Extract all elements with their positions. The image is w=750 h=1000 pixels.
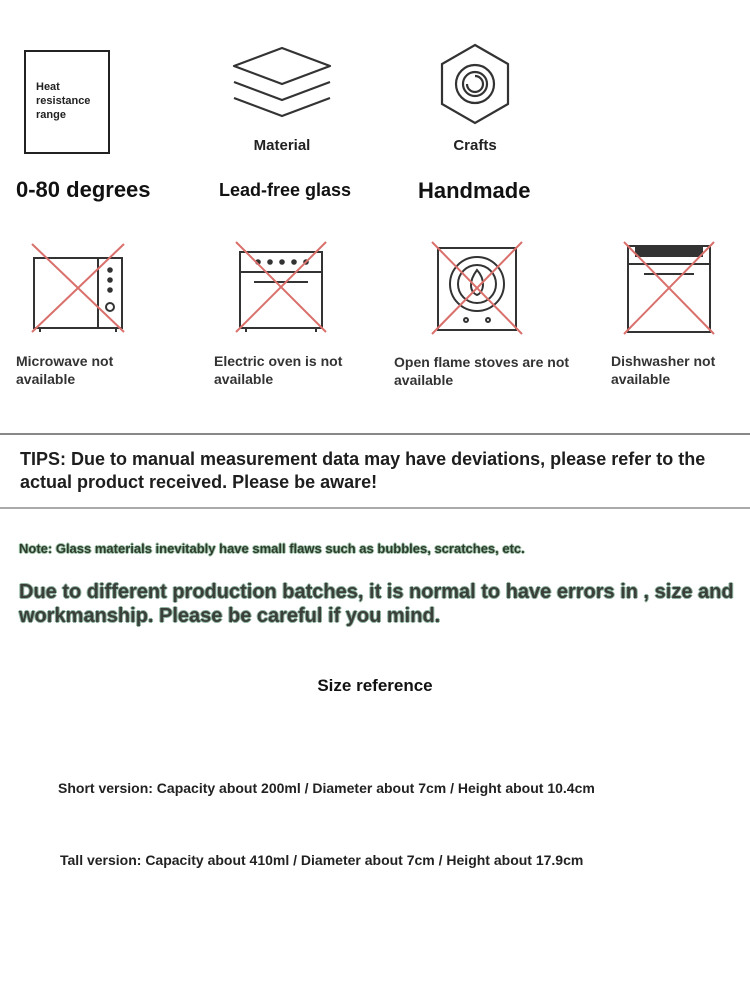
crafts-label: Crafts bbox=[453, 137, 497, 154]
dishwasher-crossed-icon bbox=[622, 240, 716, 336]
crafts-value: Handmade bbox=[418, 178, 531, 203]
tips-band bbox=[0, 433, 750, 509]
production-batch-note: Due to different production batches, it is normal to have errors in , size and workmanship. Please be careful if you mind. bbox=[19, 581, 734, 627]
appliance-label-stove: Open flame stoves are not available bbox=[394, 354, 570, 388]
size-tall-version: Tall version: Capacity about 410ml / Diameter about 7cm / Height about 17.9cm bbox=[60, 852, 584, 868]
oven-crossed-icon bbox=[234, 240, 328, 334]
appliance-label-oven: Electric oven is not available bbox=[214, 353, 343, 387]
size-reference-title: Size reference bbox=[317, 676, 433, 695]
heat-range-label: Heat resistance range bbox=[36, 81, 91, 121]
microwave-crossed-icon bbox=[28, 240, 128, 334]
size-short-version: Short version: Capacity about 200ml / Diameter about 7cm / Height about 10.4cm bbox=[58, 780, 595, 796]
hexagon-craft-icon bbox=[438, 42, 512, 126]
material-label: Material bbox=[253, 137, 311, 154]
glass-flaw-note: Note: Glass materials inevitably have small flaws such as bubbles, scratches, etc. bbox=[19, 541, 525, 556]
heat-range-value: 0-80 degrees bbox=[16, 177, 151, 202]
tips-text: TIPS: Due to manual measurement data may have deviations, please refer to the actual product received. Please be aware! bbox=[20, 449, 706, 492]
stove-crossed-icon bbox=[430, 240, 524, 336]
appliance-label-microwave: Microwave not available bbox=[16, 353, 114, 387]
material-value: Lead-free glass bbox=[219, 180, 352, 200]
heat-range-box-icon bbox=[24, 50, 110, 154]
appliance-label-dishwasher: Dishwasher not available bbox=[611, 353, 716, 387]
layers-icon bbox=[230, 44, 334, 124]
